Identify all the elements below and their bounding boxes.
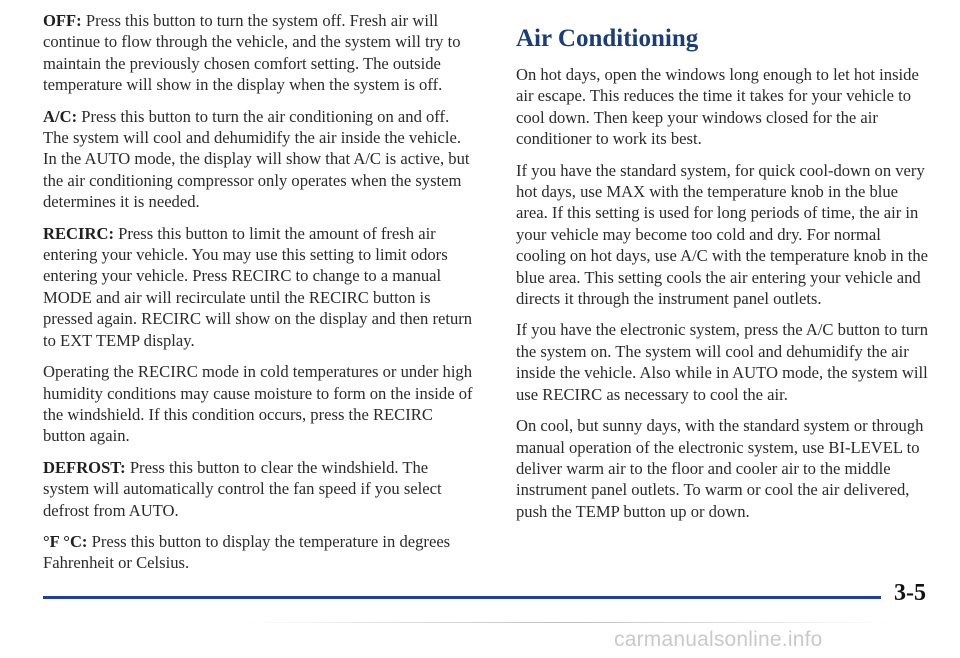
ac-term: A/C: (43, 106, 78, 126)
watermark: carmanualsonline.info (614, 628, 823, 651)
recirc-term: RECIRC: (43, 223, 114, 243)
section-heading: Air Conditioning (516, 25, 699, 52)
temp-unit-paragraph (43, 531, 475, 574)
ac-paragraph-3: If you have the electronic system, press the A/C button to turn the system on. The system will cool and dehumidify the air inside the vehicle. Also while in AUTO mode, the system will use RECIRC as necessary to cool the air. (516, 320, 928, 404)
recirc-text: Press this button to limit the amount of fresh air entering your vehicle. You may use this setting to limit odors entering your vehicle. Press RECIRC to change to a manual MODE and air will recirculate until the RECIRC button is pressed again. RECIRC will show on the display and then return to EXT TEMP display. (43, 223, 473, 350)
defrost-text: Press this button to clear the windshield. The system will automatically control the fan speed if you select defrost from AUTO. (43, 457, 442, 520)
temp-unit-term: °F °C: (43, 531, 88, 551)
scan-line (238, 622, 898, 623)
temp-unit-text: Press this button to display the temperature in degrees Fahrenheit or Celsius. (43, 531, 451, 573)
off-paragraph (43, 10, 475, 96)
right-column (516, 24, 929, 532)
ac-paragraph-2: If you have the standard system, for quick cool-down on very hot days, use MAX with the temperature knob in the blue area. If this setting is used for long periods of time, the air in your vehicle may become too cold and dry. For normal cooling on hot days, use A/C with the temperature knob in the blue area. This setting cools the air entering your vehicle and directs it through the instrument panel outlets. (516, 160, 929, 309)
defrost-paragraph (43, 457, 475, 521)
recirc-paragraph (43, 223, 475, 351)
footer-rule (43, 596, 881, 599)
ac-paragraph-4: On cool, but sunny days, with the standard system or through manual operation of the electronic system, use BI-LEVEL to deliver warm air to the floor and cooler air to the middle instrument panel outlets. To warm or cool the air delivered, push the TEMP button up or down. (516, 416, 924, 521)
recirc-note-paragraph (43, 361, 475, 447)
ac-text: Press this button to turn the air conditioning on and off. The system will cool and dehumidify the air inside the vehicle. In the AUTO mode, the display will show that A/C is active, but the air conditioning compressor only operates when the system determines it is needed. (43, 106, 470, 212)
recirc-note-text: Operating the RECIRC mode in cold temperatures or under high humidity conditions may cause moisture to form on the inside of the windshield. If this condition occurs, press the RECIRC button again. (43, 362, 473, 446)
off-term: OFF: (43, 11, 82, 30)
defrost-term: DEFROST: (43, 457, 126, 477)
ac-paragraph (43, 106, 475, 213)
page-number: 3-5 (894, 580, 926, 606)
off-text: Press this button to turn the system off. Fresh air will continue to flow through the vehicle, and the system will try to maintain the previously chosen comfort setting. The outside temperature will show in the display when the system is off. (43, 11, 461, 95)
ac-paragraph-1: On hot days, open the windows long enough to let hot inside air escape. This reduces the time it takes for your vehicle to cool down. Then keep your windows closed for the air conditioner to work its best. (516, 65, 919, 149)
left-column (43, 10, 475, 584)
